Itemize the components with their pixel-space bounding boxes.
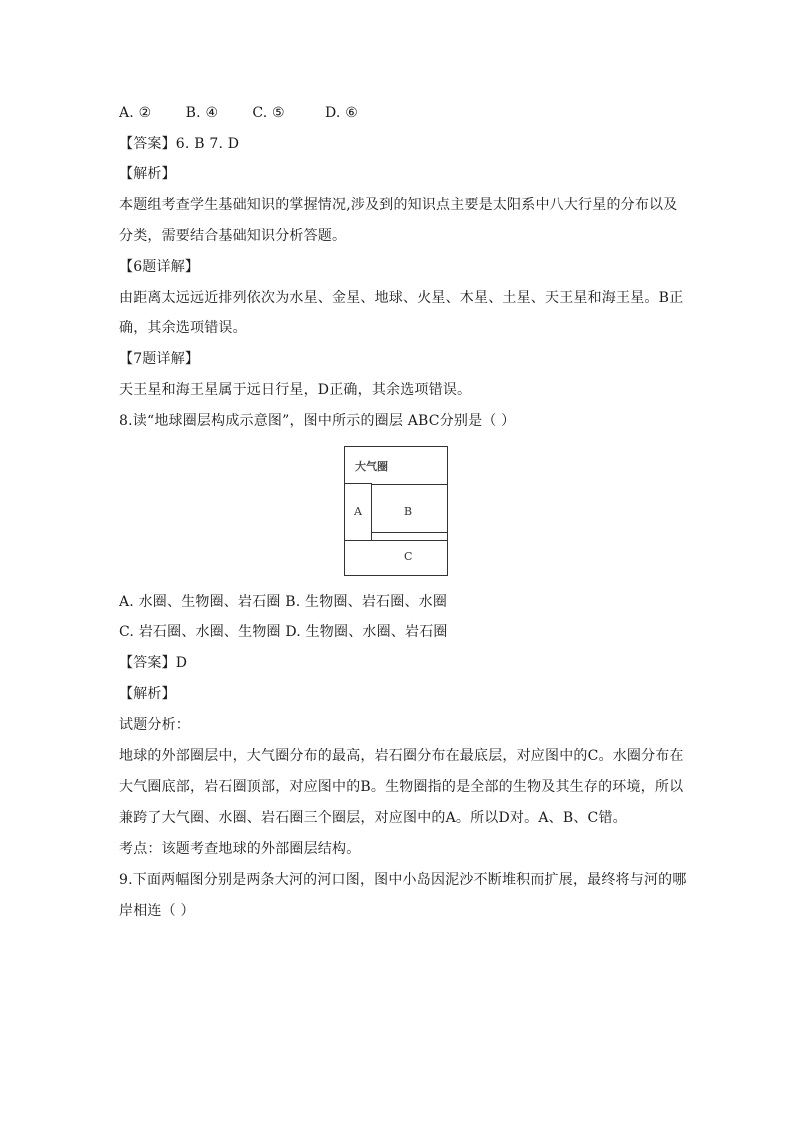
- question-9: 9.下面两幅图分别是两条大河的河口图，图中小岛因泥沙不断堆积而扩展，最终将与河的哪: [119, 872, 687, 888]
- option-b: B. ④: [185, 105, 219, 121]
- q8-options-cd: C. 岩石圈、水圈、生物圈 D. 生物圈、水圈、岩石圈: [119, 624, 448, 640]
- analysis-text: 大气圈底部，岩石圈顶部，对应图中的B。生物圈指的是全部的生物及其生存的环境，所以: [119, 779, 684, 795]
- option-c: C. ⑤: [252, 105, 285, 121]
- analysis-text: 兼跨了大气圈、水圈、岩石圈三个圈层，对应图中的A。所以D对。A、B、C错。: [119, 810, 627, 826]
- q6-detail-heading: 【6题详解】: [119, 259, 200, 275]
- key-point: 考点：该题考查地球的外部圈层结构。: [119, 841, 361, 857]
- sphere-a-label: A: [354, 505, 362, 518]
- answer-8: 【答案】D: [119, 655, 188, 671]
- earth-spheres-diagram: [344, 446, 448, 576]
- q7-detail-heading: 【7题详解】: [119, 351, 200, 367]
- divider-line: [372, 532, 447, 533]
- analysis-heading: 【解析】: [119, 686, 176, 702]
- option-d: D. ⑥: [324, 105, 358, 121]
- q7-options: [119, 103, 358, 123]
- sphere-b-label: B: [404, 505, 413, 518]
- analysis-subheading: 试题分析：: [119, 717, 190, 733]
- question-8: 8.读“地球圈层构成示意图”，图中所示的圈层 ABC分别是（ ）: [119, 413, 516, 429]
- option-a: A. ②: [119, 105, 152, 121]
- analysis-heading: 【解析】: [119, 166, 176, 182]
- answer-6-7: 【答案】6. B 7. D: [119, 136, 240, 152]
- q8-options-ab: A. 水圈、生物圈、岩石圈 B. 生物圈、岩石圈、水圈: [119, 594, 448, 610]
- q7-detail-text: 天王星和海王星属于远日行星，D正确，其余选项错误。: [119, 382, 472, 398]
- analysis-text: 分类，需要结合基础知识分析答题。: [119, 228, 347, 244]
- divider-line: [372, 484, 447, 485]
- q6-detail-text: 确，其余选项错误。: [119, 320, 247, 336]
- analysis-text: 地球的外部圈层中，大气圈分布的最高，岩石圈分布在最底层，对应图中的C。水圈分布在: [119, 748, 684, 764]
- q6-detail-text: 由距离太远远近排列依次为水星、金星、地球、火星、木星、土星、天王星和海王星。B正: [119, 290, 684, 306]
- atmosphere-label: 大气圈: [355, 460, 388, 473]
- analysis-text: 本题组考查学生基础知识的掌握情况,涉及到的知识点主要是太阳系中八大行星的分布以及: [119, 197, 678, 213]
- divider-line: [345, 540, 447, 541]
- sphere-c-label: C: [404, 550, 413, 563]
- question-9: 岸相连（ ）: [119, 903, 195, 919]
